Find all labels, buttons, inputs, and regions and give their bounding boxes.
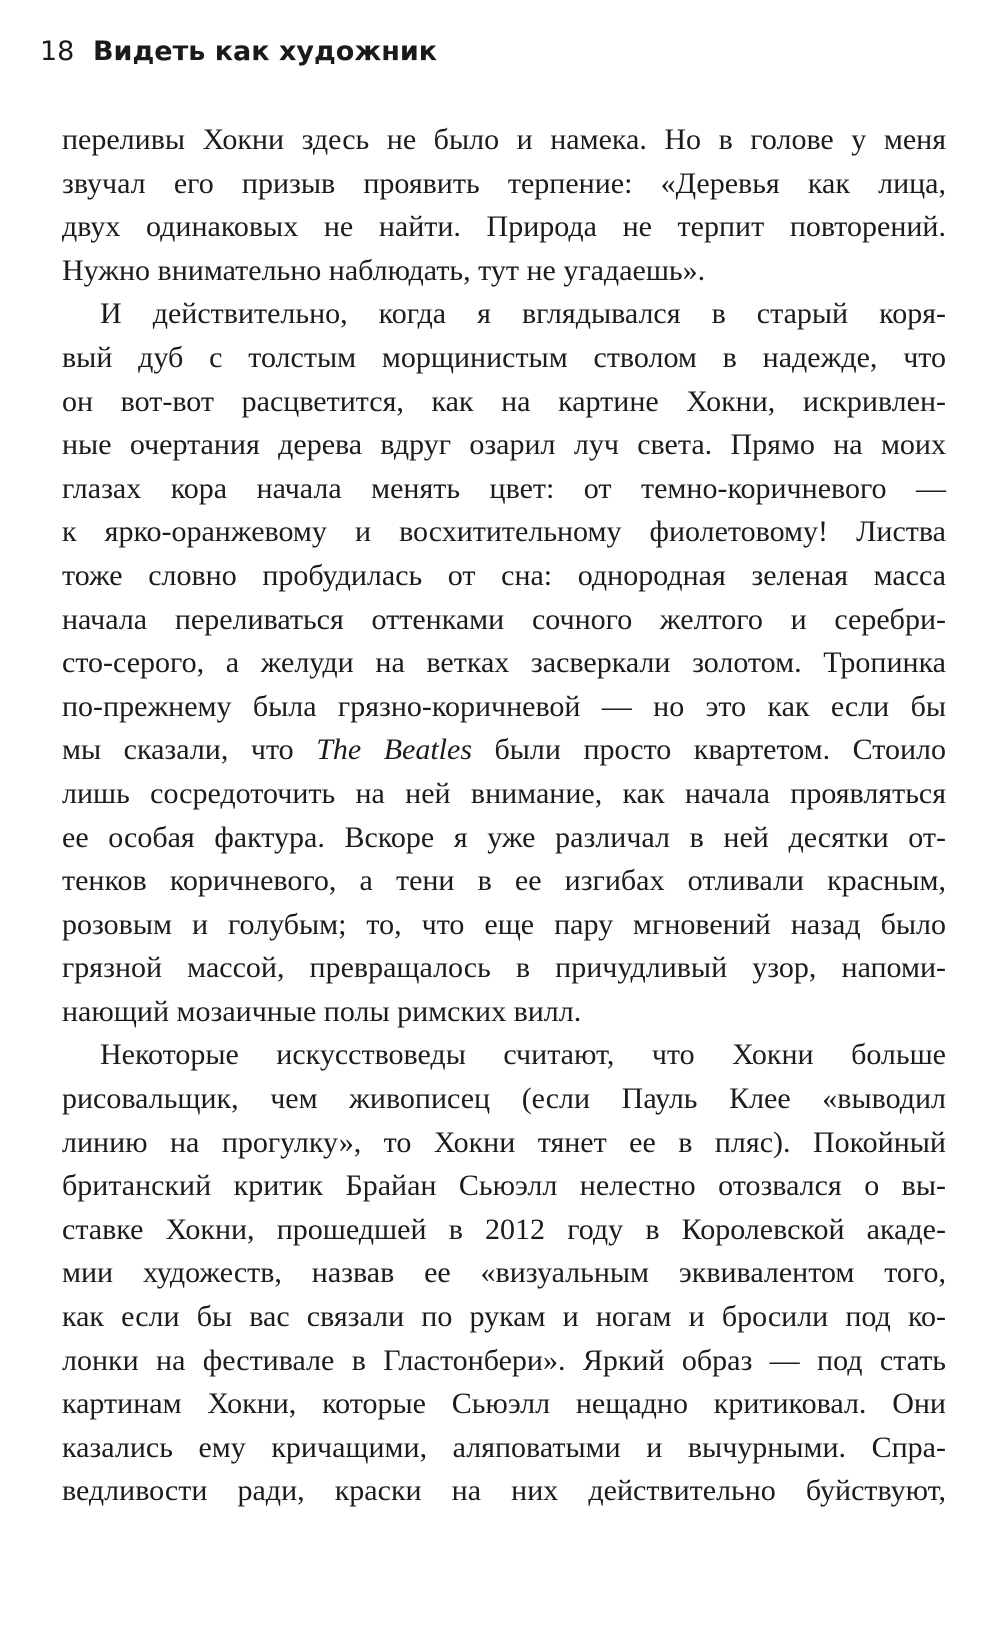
text-line: по-прежнему была грязно-коричневой — но это как если бы [62, 689, 946, 723]
text-line: Некоторые искусствоведы считают, что Хокни больше [100, 1038, 946, 1072]
paragraph-2 [62, 292, 946, 1033]
text-line: лонки на фестивале в Гластонбери». Яркий образ — под стать [62, 1343, 946, 1377]
page-number: 18 [40, 36, 75, 67]
text-line: ведливости ради, краски на них действительно буйствуют, [62, 1474, 946, 1508]
text-line: розовым и голубым; то, что еще пару мгновений назад было [62, 907, 946, 941]
italic-band-name: The Beatles [316, 733, 472, 767]
text-line: мии художеств, назвав ее «визуальным эквивалентом того, [62, 1256, 946, 1290]
text-line: И действительно, когда я вглядывался в старый коря- [100, 297, 946, 331]
text-line: рисовальщик, чем живописец (если Пауль Клее «выводил [62, 1082, 946, 1116]
text-line: к ярко-оранжевому и восхитительному фиолетовому! Листва [62, 515, 946, 549]
text-line: британский критик Брайан Сьюэлл нелестно отозвался о вы- [62, 1169, 946, 1203]
text-line: двух одинаковых не найти. Природа не терпит повторений. [62, 210, 946, 244]
paragraph-3 [62, 1033, 946, 1513]
text-line: как если бы вас связали по рукам и ногам и бросили под ко- [62, 1300, 946, 1334]
text-line: ставке Хокни, прошедшей в 2012 году в Королевской акаде- [62, 1212, 946, 1246]
text-line: нающий мозаичные полы римских вилл. [62, 994, 582, 1028]
text-line: тенков коричневого, а тени в ее изгибах отливали красным, [62, 864, 946, 898]
running-head-title: Видеть как художник [92, 36, 438, 67]
text-line: картинам Хокни, которые Сьюэлл нещадно критиковал. Они [62, 1387, 946, 1421]
text-line: начала переливаться оттенками сочного желтого и серебри- [62, 602, 946, 636]
running-head [40, 36, 437, 67]
text-line: ные очертания дерева вдруг озарил луч света. Прямо на моих [62, 428, 946, 462]
text-line: казались ему кричащими, аляповатыми и вычурными. Спра- [62, 1430, 946, 1464]
text-line: вый дуб с толстым морщинистым стволом в надежде, что [62, 340, 946, 374]
text-line: Нужно внимательно наблюдать, тут не угадаешь». [62, 253, 706, 287]
text-line: линию на прогулку», то Хокни тянет ее в пляс). Покойный [62, 1125, 946, 1159]
text-line-with-italic: мы сказали, что The Beatles были просто квартетом. Стоило [62, 733, 946, 767]
paragraph-1 [62, 118, 946, 292]
body-text [62, 118, 946, 1513]
text-line: ее особая фактура. Вскоре я уже различал в ней десятки от- [62, 820, 946, 854]
text-line: грязной массой, превращалось в причудливый узор, напоми- [62, 951, 946, 985]
text-line: тоже словно пробудилась от сна: однородная зеленая масса [62, 558, 946, 592]
text-line: глазах кора начала менять цвет: от темно-коричневого — [62, 471, 946, 505]
text-line: он вот-вот расцветится, как на картине Хокни, искривлен- [62, 384, 946, 418]
text-line: сто-серого, а желуди на ветках засверкали золотом. Тропинка [62, 646, 946, 680]
text-line: переливы Хокни здесь не было и намека. Но в голове у меня [62, 123, 946, 156]
text-line: звучал его призыв проявить терпение: «Деревья как лица, [62, 166, 946, 200]
text-line: лишь сосредоточить на ней внимание, как начала проявляться [62, 776, 946, 810]
